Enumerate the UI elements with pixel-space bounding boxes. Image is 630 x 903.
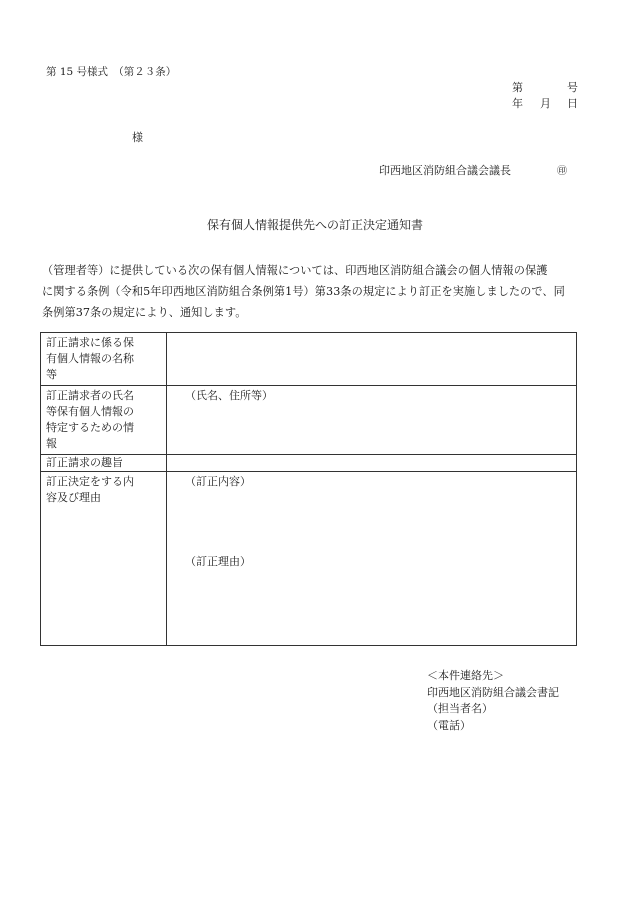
- table-label-cell: [41, 472, 167, 646]
- recipient-honorific: 様: [132, 131, 143, 144]
- table-label-cell: [41, 333, 167, 386]
- contact-phone: （電話）: [427, 718, 471, 732]
- table-value-cell: [167, 333, 577, 386]
- table-label-cell: [41, 455, 167, 472]
- seal-mark: ㊞: [557, 166, 567, 177]
- table-row: [41, 472, 577, 646]
- form-number: 第 15 号様式 （第２３条）: [46, 66, 177, 78]
- date-day-label: 日: [567, 97, 578, 110]
- contact-heading: ＜本件連絡先＞: [427, 669, 504, 682]
- row-label-info-name: 訂正請求に係る保 有個人情報の名称 等: [46, 336, 134, 381]
- table-label-cell: [41, 386, 167, 455]
- contact-block: [427, 668, 559, 734]
- notice-body-line: に関する条例（令和5年印西地区消防組合条例第1号）第33条の規定により訂正を実施しましたので、同: [42, 285, 565, 298]
- table-value-cell: [167, 386, 577, 455]
- table-value-cell: [167, 472, 577, 646]
- notice-body-line: 条例第37条の規定により、通知します。: [42, 306, 247, 319]
- sender-title: 印西地区消防組合議会議長: [379, 164, 511, 177]
- notice-body-line: （管理者等）に提供している次の保有個人情報については、印西地区消防組合議会の個人情報の保護: [42, 264, 548, 277]
- date-year-label: 年: [512, 97, 523, 110]
- document-title: 保有個人情報提供先への訂正決定通知書: [206, 218, 423, 232]
- correction-reason-note: （訂正理由）: [185, 555, 251, 568]
- document-date-line: [512, 95, 578, 109]
- correction-details-table: [40, 332, 577, 646]
- row-label-request-purpose: 訂正請求の趣旨: [46, 456, 123, 469]
- contact-office: 印西地区消防組合議会書記: [427, 685, 559, 699]
- document-number-label: 第: [512, 81, 523, 94]
- requester-value-note: （氏名、住所等）: [185, 389, 273, 402]
- table-value-cell: [167, 455, 577, 472]
- document-number-line: [512, 79, 578, 93]
- table-row: [41, 386, 577, 455]
- table-row: [41, 333, 577, 386]
- table-row: [41, 455, 577, 472]
- notice-body: [42, 260, 582, 323]
- date-month-label: 月: [540, 97, 551, 110]
- contact-person: （担当者名）: [427, 702, 493, 715]
- document-number-suffix: 号: [567, 81, 578, 94]
- correction-content-note: （訂正内容）: [185, 475, 251, 488]
- row-label-requester: 訂正請求者の氏名 等保有個人情報の 特定するための情 報: [46, 389, 134, 450]
- row-label-decision: 訂正決定をする内 容及び理由: [46, 475, 134, 504]
